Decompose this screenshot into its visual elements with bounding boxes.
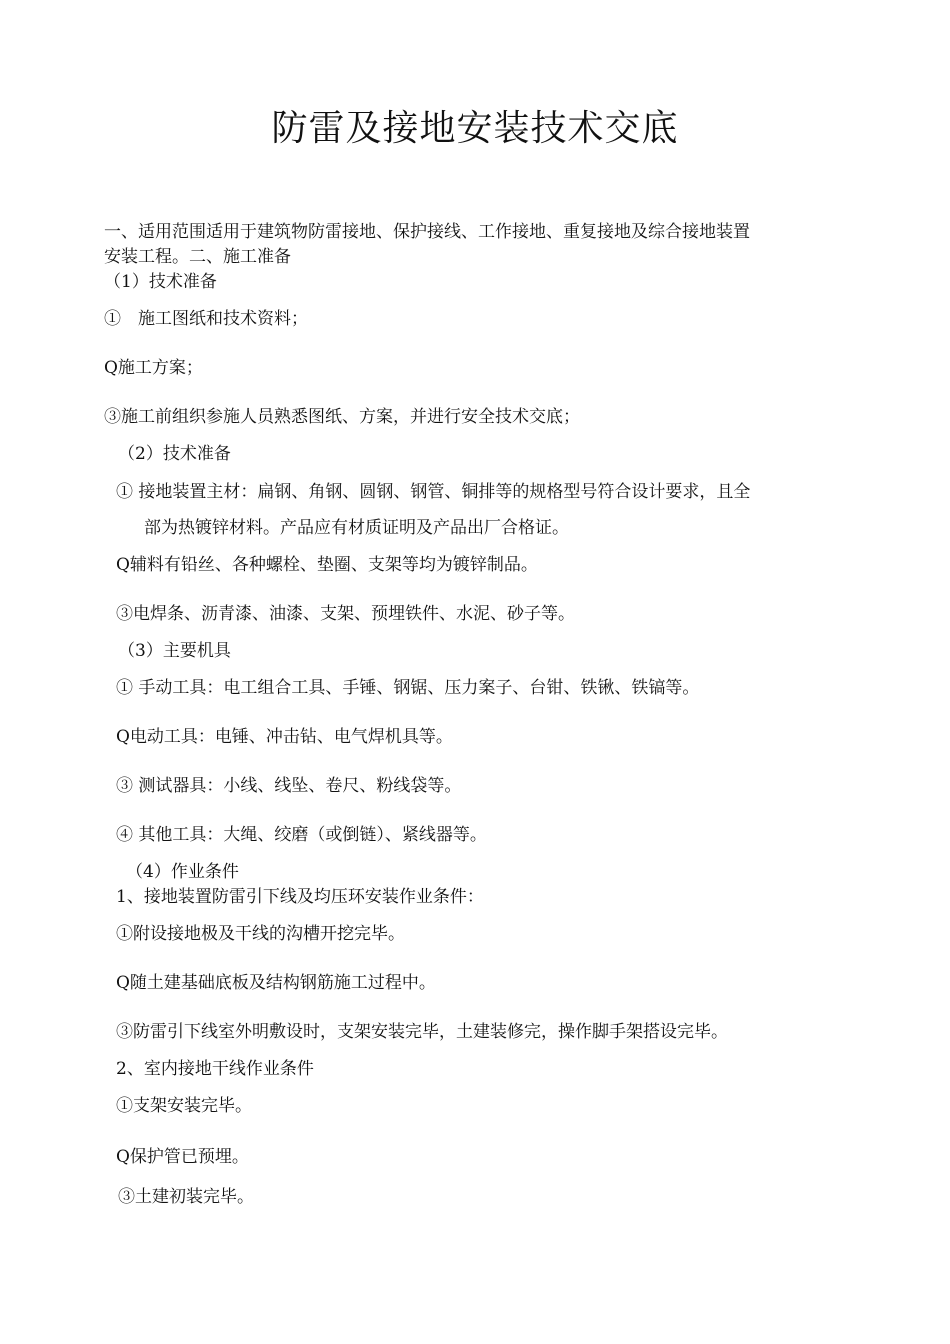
- document-title: 防雷及接地安装技术交底: [271, 108, 679, 149]
- list-item: ① 接地装置主材：扁钢、角钢、圆钢、钢管、铜排等的规格型号符合设计要求，且全: [116, 482, 751, 502]
- list-item: ③防雷引下线室外明敷设时，支架安装完毕，土建装修完，操作脚手架搭设完毕。: [116, 1022, 728, 1042]
- list-item: ① 手动工具：电工组合工具、手锤、钢锯、压力案子、台钳、铁锹、铁镐等。: [116, 678, 700, 698]
- subsection-heading: 1、接地装置防雷引下线及均压环安装作业条件：: [116, 887, 484, 907]
- section-heading: （4）作业条件: [126, 862, 239, 882]
- list-item: ③ 测试器具：小线、线坠、卷尺、粉线袋等。: [116, 776, 462, 796]
- subsection-heading: 2、室内接地干线作业条件: [116, 1059, 314, 1079]
- list-item: ③土建初装完毕。: [118, 1187, 254, 1207]
- list-item: ③施工前组织参施人员熟悉图纸、方案，并进行安全技术交底；: [104, 407, 580, 427]
- list-item: ①支架安装完毕。: [116, 1096, 252, 1116]
- list-item: ① 施工图纸和技术资料；: [104, 309, 308, 329]
- section-heading: （3）主要机具: [118, 641, 231, 661]
- list-item: ④ 其他工具：大绳、绞磨（或倒链）、紧线器等。: [116, 825, 487, 845]
- section-heading: （1）技术准备: [104, 272, 217, 292]
- list-item-continuation: 部为热镀锌材料。产品应有材质证明及产品出厂合格证。: [144, 518, 569, 538]
- list-item: ③电焊条、沥青漆、油漆、支架、预埋铁件、水泥、砂子等。: [116, 604, 575, 624]
- list-item: Q施工方案；: [104, 358, 203, 378]
- text-line: 安装工程。二、施工准备: [104, 247, 291, 267]
- list-item: Q辅料有铅丝、各种螺栓、垫圈、支架等均为镀锌制品。: [116, 555, 538, 575]
- list-item: Q电动工具：电锤、冲击钻、电气焊机具等。: [116, 727, 453, 747]
- text-line: 一、适用范围适用于建筑物防雷接地、保护接线、工作接地、重复接地及综合接地装置: [104, 222, 750, 242]
- list-item: Q保护管已预埋。: [116, 1147, 249, 1167]
- list-item: ①附设接地极及干线的沟槽开挖完毕。: [116, 924, 405, 944]
- list-item: Q随土建基础底板及结构钢筋施工过程中。: [116, 973, 436, 993]
- section-heading: （2）技术准备: [118, 444, 231, 464]
